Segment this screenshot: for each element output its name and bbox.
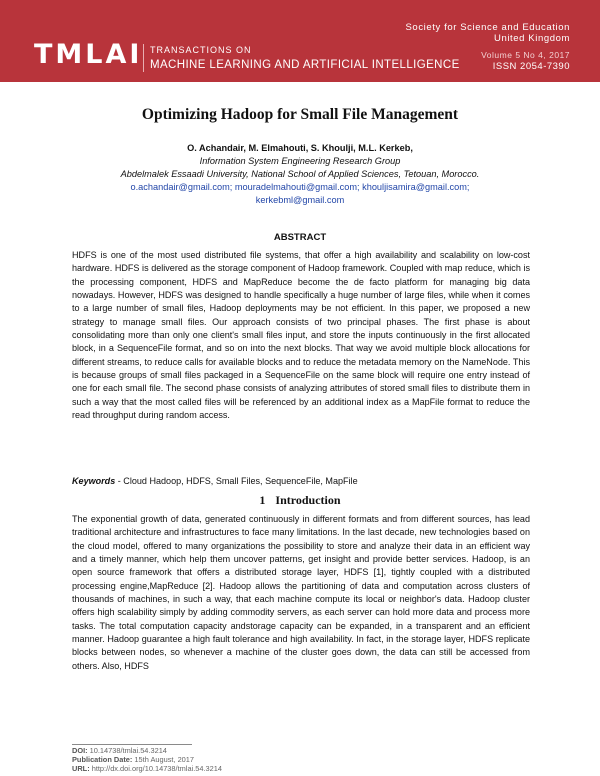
url-value[interactable]: http://dx.doi.org/10.14738/tmlai.54.3214 xyxy=(89,764,222,773)
doi-label: DOI: xyxy=(72,746,88,755)
doi-value: 10.14738/tmlai.54.3214 xyxy=(87,746,167,755)
journal-name-line1: TRANSACTIONS ON xyxy=(150,45,252,55)
affiliation-university: Abdelmalek Essaadi University, National School of Applied Sciences, Tetouan, Morocco. xyxy=(120,169,480,179)
publisher-country: United Kingdom xyxy=(494,33,570,44)
header-divider xyxy=(143,44,144,72)
footer-rule xyxy=(72,744,192,745)
pubdate-label: Publication Date: xyxy=(72,755,133,764)
author-emails[interactable]: o.achandair@gmail.com; mouradelmahouti@gmail.com; khouljisamira@gmail.com; xyxy=(130,182,470,192)
section-title: Introduction xyxy=(275,493,341,507)
author-email-last[interactable]: kerkebml@gmail.com xyxy=(255,195,345,205)
keywords-list: - Cloud Hadoop, HDFS, Small Files, SequenceFile, MapFile xyxy=(115,476,358,486)
footer-doi xyxy=(72,746,167,755)
authors: O. Achandair, M. Elmahouti, S. Khoulji, M.L. Kerkeb, xyxy=(187,143,413,153)
journal-header-banner xyxy=(0,0,600,82)
pubdate-value: 15th August, 2017 xyxy=(132,755,195,764)
keywords-label: Keywords xyxy=(72,476,116,486)
journal-name-line2: MACHINE LEARNING AND ARTIFICIAL INTELLIGENCE xyxy=(150,59,460,71)
abstract-heading: ABSTRACT xyxy=(273,232,327,243)
section-heading-introduction xyxy=(0,493,600,508)
affiliation-group: Information System Engineering Research Group xyxy=(199,156,401,166)
footer-url xyxy=(72,764,222,773)
issn: ISSN 2054-7390 xyxy=(492,61,570,72)
introduction-body: The exponential growth of data, generated continuously in different formats and from different sources, has lead traditional architecture and infrastructures to face many limitations. In the last decade, new technologies based on the cloud model, offered to many organizations the possibility to store and analyze their data in an efficient way and a timely manner, which help them uncover patterns, get insight and provide better services. Hadoop, is an open source framework that offers a distributed storage layer, HDFS [1], tightly coupled with a distributed processing engine,MapReduce [2]. Hadoop allows the partitioning of data and computation across clusters of thousands of machines, in such a way, that each machine compute its local or neighbor's data. Hadoop cluster offers high scalability simply by adding commodity servers, as each server can hold more data and process more tasks. The total computation capacity andstorage capacity can be expanded, in a transparent and an efficient manner. Hadoop guarantee a high fault tolerance and high availability. In fact, in the storage layer, HDFS replicate blocks between nodes, so whenever a machine of the cluster goes down, the data can still be accessed from others. Also, HDFS xyxy=(72,514,530,671)
volume-info: Volume 5 No 4, 2017 xyxy=(481,50,570,60)
publisher-name: Society for Science and Education xyxy=(405,22,570,33)
keywords xyxy=(72,475,530,488)
abstract-body: HDFS is one of the most used distributed file systems, that offer a high availability and scalability on low-cost hardware. HDFS is delivered as the storage component of Hadoop framework. Coupled with map reduce, which is the processing component, HDFS and MapReduce become the de facto platform for managing big data nowadays. However, HDFS was designed to handle specifically a huge number of large files, while when it comes to a large number of small files, Hadoop deployments may be not efficient. In this paper, we proposed a new strategy to manage small files. Our approach consists of two principal phases. The first phase is about consolidating more than only one client's small files input, and store the inputs continuously in the first allocated block, in a SequenceFile format, and so on into the next blocks. That way we avoid multiple block allocations for different streams, to reduce calls for available blocks and to reduce the metadata memory on the NameNode. This is because groups of small files packaged in a SequenceFile on the same block will require one entry instead of one for each small file. The second phase consists of analyzing attributes of stored small files to distribute them in such a way that the most called files will be referenced by an additional index as a MapFile format to reduce the read throughput during random access. xyxy=(72,250,530,421)
section-number: 1 xyxy=(259,493,266,507)
footer-publication-date xyxy=(72,755,194,764)
paper-title: Optimizing Hadoop for Small File Management xyxy=(141,106,459,123)
journal-logo: TMLAI xyxy=(34,39,143,70)
url-label: URL: xyxy=(72,764,90,773)
